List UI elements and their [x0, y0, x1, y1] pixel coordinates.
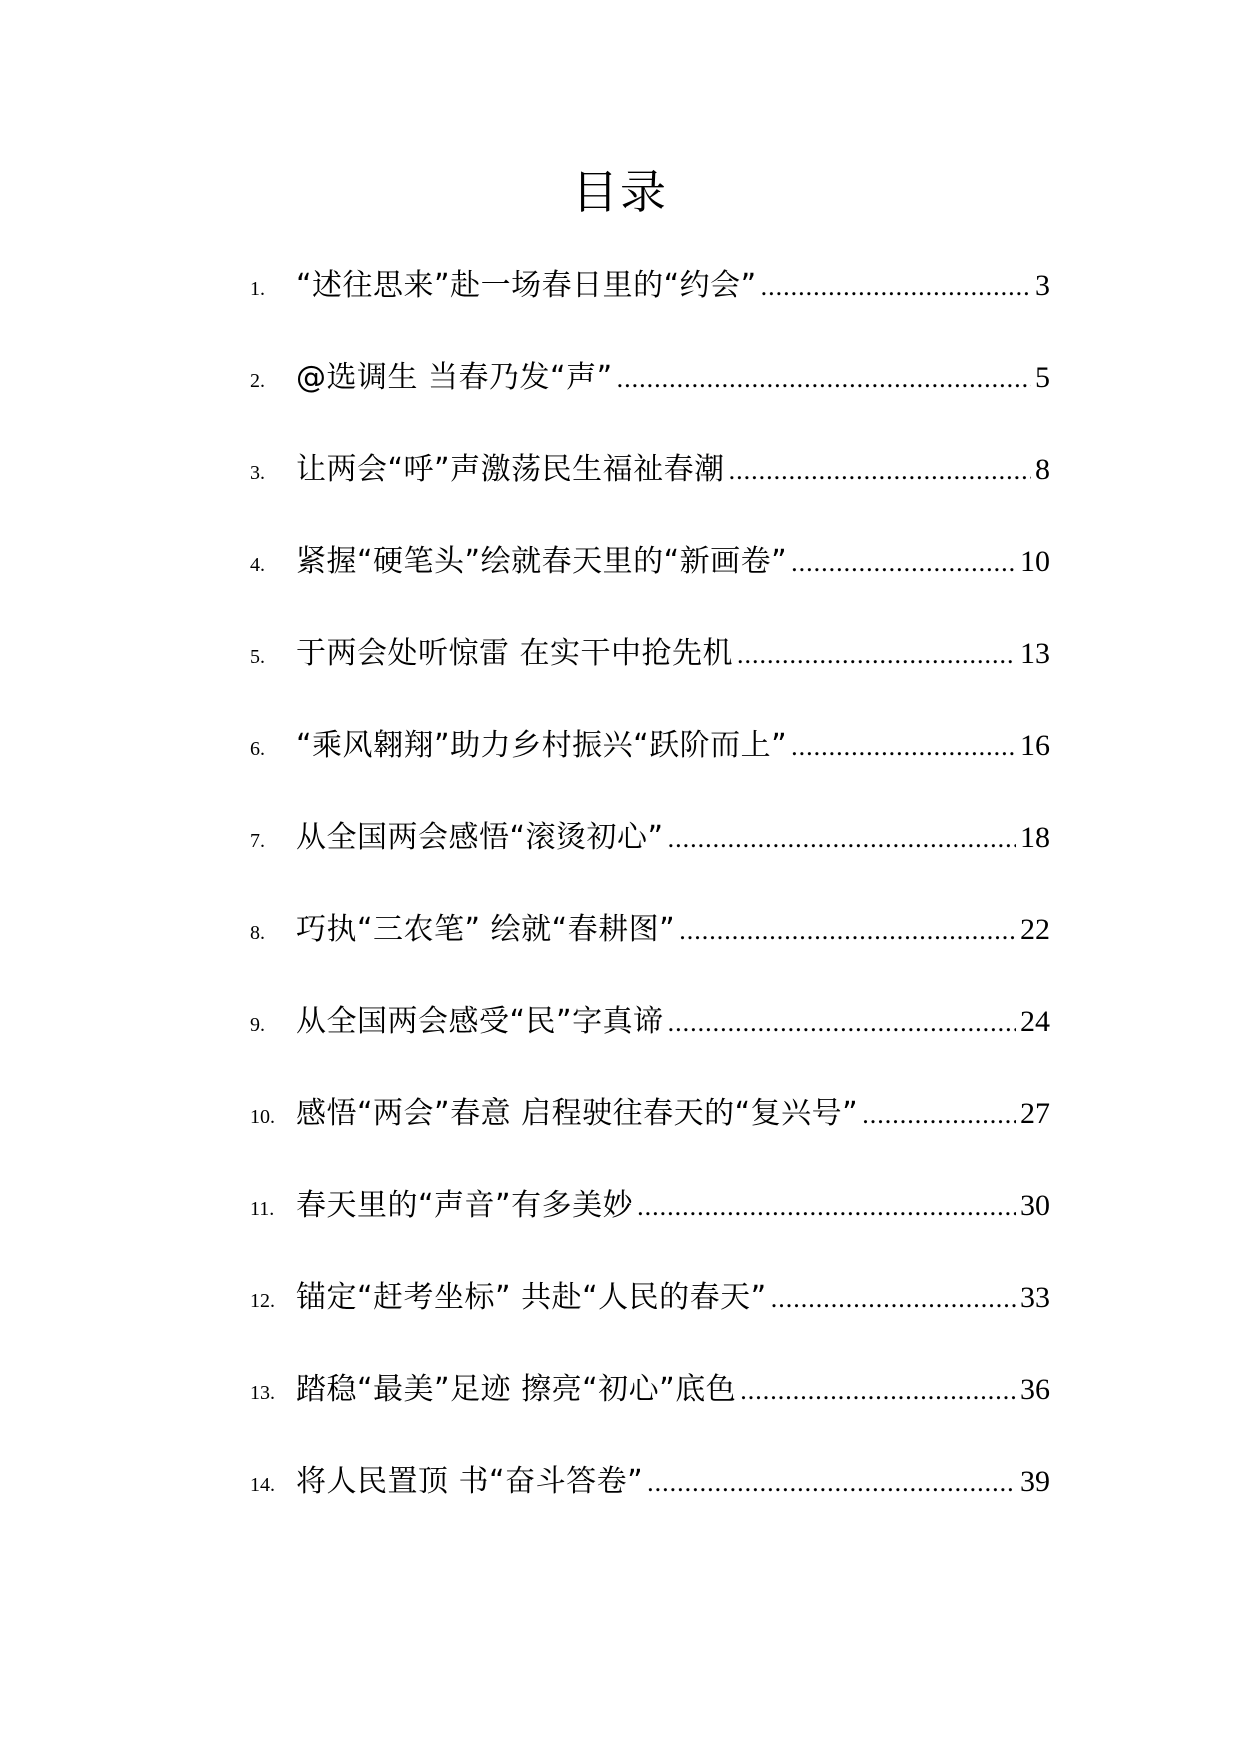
toc-dot-leader: [668, 824, 1016, 854]
toc-entry-number: 2.: [250, 370, 265, 392]
toc-dot-leader: [761, 272, 1031, 302]
toc-entry-page: 39: [1020, 1465, 1050, 1498]
toc-entry[interactable]: [250, 1364, 1050, 1456]
toc-entry[interactable]: [250, 352, 1050, 444]
toc-entry-page: 30: [1020, 1189, 1050, 1222]
toc-entry[interactable]: [250, 260, 1050, 352]
toc-entry-page: 3: [1035, 269, 1050, 302]
toc-entry-number: 10.: [250, 1106, 275, 1128]
toc-entry-page: 16: [1020, 729, 1050, 762]
toc-entry-number: 9.: [250, 1014, 265, 1036]
toc-entry-title: 从全国两会感受“民”字真谛: [296, 1004, 664, 1039]
toc-dot-leader: [647, 1468, 1016, 1498]
toc-entry[interactable]: [250, 812, 1050, 904]
toc-entry-number: 1.: [250, 278, 265, 300]
toc-entry-title: 紧握“硬笔头”绘就春天里的“新画卷”: [296, 544, 788, 579]
toc-entry-page: 33: [1020, 1281, 1050, 1314]
toc-entry-title: 于两会处听惊雷 在实干中抢先机: [296, 636, 734, 671]
toc-entry-title: 感悟“两会”春意 启程驶往春天的“复兴号”: [296, 1096, 859, 1131]
toc-entry-number: 7.: [250, 830, 265, 852]
toc-entry[interactable]: [250, 904, 1050, 996]
toc-dot-leader: [740, 1376, 1016, 1406]
toc-entry-title: 春天里的“声音”有多美妙: [296, 1188, 634, 1223]
toc-entry-page: 5: [1035, 361, 1050, 394]
toc-entry-title: 将人民置顶 书“奋斗答卷”: [296, 1464, 644, 1499]
toc-dot-leader: [637, 1192, 1016, 1222]
toc-dot-leader: [791, 548, 1016, 578]
toc-entry-page: 10: [1020, 545, 1050, 578]
toc-entry-number: 3.: [250, 462, 265, 484]
toc-entry[interactable]: [250, 536, 1050, 628]
toc-entry-number: 6.: [250, 738, 265, 760]
toc-dot-leader: [617, 364, 1031, 394]
toc-entry-page: 8: [1035, 453, 1050, 486]
toc-entry[interactable]: [250, 1180, 1050, 1272]
toc-dot-leader: [729, 456, 1031, 486]
toc-entry-number: 13.: [250, 1382, 275, 1404]
toc-entry-title: 让两会“呼”声激荡民生福祉春潮: [296, 452, 725, 487]
toc-entry[interactable]: [250, 1456, 1050, 1548]
toc-entry-page: 22: [1020, 913, 1050, 946]
toc-entry[interactable]: [250, 996, 1050, 1088]
toc-entry-page: 18: [1020, 821, 1050, 854]
toc-entry-title: 锚定“赶考坐标” 共赴“人民的春天”: [296, 1280, 767, 1315]
toc-entry-title: “乘风翱翔”助力乡村振兴“跃阶而上”: [296, 728, 788, 763]
toc-entry-title: 踏稳“最美”足迹 擦亮“初心”底色: [296, 1372, 737, 1407]
toc-entry-number: 11.: [250, 1198, 275, 1220]
toc-dot-leader: [737, 640, 1016, 670]
toc-entry-page: 13: [1020, 637, 1050, 670]
toc-entry-page: 24: [1020, 1005, 1050, 1038]
toc-title: 目录: [572, 165, 668, 219]
toc-entry-number: 12.: [250, 1290, 275, 1312]
toc-entry-title: 巧执“三农笔” 绘就“春耕图”: [296, 912, 676, 947]
toc-dot-leader: [679, 916, 1016, 946]
toc-entry[interactable]: [250, 1088, 1050, 1180]
toc-dot-leader: [668, 1008, 1016, 1038]
toc-entry[interactable]: [250, 444, 1050, 536]
toc-entry-number: 14.: [250, 1474, 275, 1496]
toc-entry-page: 27: [1020, 1097, 1050, 1130]
toc-dot-leader: [791, 732, 1016, 762]
toc-entry-number: 4.: [250, 554, 265, 576]
toc-list: [250, 260, 1050, 1548]
toc-entry-number: 8.: [250, 922, 265, 944]
toc-entry-page: 36: [1020, 1373, 1050, 1406]
toc-entry-title: 从全国两会感悟“滚烫初心”: [296, 820, 664, 855]
toc-entry-title: “述往思来”赴一场春日里的“约会”: [296, 268, 757, 303]
toc-dot-leader: [862, 1100, 1016, 1130]
toc-entry-title: @选调生 当春乃发“声”: [296, 360, 613, 395]
toc-dot-leader: [771, 1284, 1016, 1314]
toc-entry[interactable]: [250, 720, 1050, 812]
toc-entry[interactable]: [250, 1272, 1050, 1364]
toc-entry[interactable]: [250, 628, 1050, 720]
toc-entry-number: 5.: [250, 646, 265, 668]
